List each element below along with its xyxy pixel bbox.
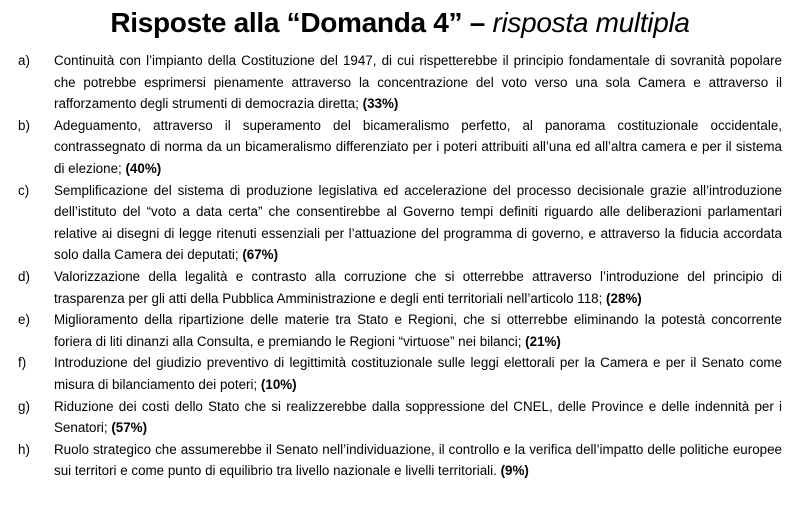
answer-item-f — [18, 352, 782, 395]
answer-item-b — [18, 115, 782, 180]
answer-text — [54, 50, 782, 115]
answer-body: Semplificazione del sistema di produzione legislativa ed accelerazione del processo decisionale grazie all’introduzione dell’istituto del “voto a data certa” che consentirebbe al Governo tempi definiti riguardo alle deliberazioni parlamentari relative ai disegni di legge ritenuti essenziali per l’attuazione del programma di governo, e attraverso la fiducia accordata solo dalla Camera dei deputati; — [54, 182, 782, 263]
answer-item-a — [18, 50, 782, 115]
answer-text — [54, 396, 782, 439]
answer-body: Riduzione dei costi dello Stato che si realizzerebbe dalla soppressione del CNEL, delle Province e delle indennità per i Senatori; — [54, 398, 782, 436]
answer-letter: a) — [18, 53, 30, 68]
answer-letter: b) — [18, 117, 30, 133]
answer-text — [54, 115, 782, 180]
page-title — [18, 4, 782, 42]
answer-percent: (33%) — [362, 96, 399, 112]
answer-letter: g) — [18, 398, 30, 414]
answer-text — [54, 266, 782, 309]
answer-percent: (21%) — [525, 333, 561, 349]
answer-text — [54, 352, 782, 395]
answer-letter: e) — [18, 312, 30, 328]
answer-text — [54, 309, 782, 352]
answer-letter: h) — [18, 441, 30, 457]
answer-percent: (28%) — [606, 290, 642, 306]
answer-percent: (67%) — [242, 247, 279, 263]
answer-percent: (10%) — [260, 376, 297, 392]
answer-body: Ruolo strategico che assumerebbe il Senato nell’individuazione, il controllo e la verifica dell’impatto delle politiche europee sui territori e come punto di equilibrio tra livello nazionale e livelli territoriali. — [54, 441, 782, 479]
answer-text — [54, 180, 782, 266]
answer-text — [54, 439, 782, 482]
answer-item-e — [18, 309, 782, 352]
title-dash: – — [462, 7, 493, 38]
answer-body: Valorizzazione della legalità e contrasto alla corruzione che si otterrebbe attraverso l’introduzione del principio di trasparenza per gli atti della Pubblica Amministrazione e degli enti territoriali nell’articolo 118; — [54, 268, 782, 306]
answer-item-h — [18, 439, 782, 482]
answer-letter: c) — [18, 182, 30, 198]
answer-letter: f) — [18, 355, 27, 371]
answer-body: Adeguamento, attraverso il superamento del bicameralismo perfetto, al panorama costituzionale occidentale, contrassegnato di norma da un bicameralismo differenziato per i poteri attribuiti all’una ed all’altra camera e per il sistema di elezione; — [54, 117, 782, 176]
answer-letter: d) — [18, 268, 30, 284]
answer-body: Introduzione del giudizio preventivo di legittimità costituzionale sulle leggi elettorali per la Camera e per il Senato come misura di bilanciamento dei poteri; — [54, 355, 782, 392]
answer-item-d — [18, 266, 782, 309]
title-italic: risposta multipla — [492, 7, 690, 38]
answer-percent: (9%) — [500, 463, 529, 479]
title-main: Risposte alla “Domanda 4” — [110, 7, 463, 38]
answer-percent: (40%) — [125, 160, 162, 176]
answer-item-c — [18, 180, 782, 266]
answer-body: Continuità con l’impianto della Costituzione del 1947, di cui rispetterebbe il principio fondamentale di sovranità popolare che potrebbe esprimersi pienamente attraverso la concentrazione del voto verso una sola Camera e attraverso il rafforzamento degli strumenti di democrazia diretta; — [54, 53, 782, 112]
answer-item-g — [18, 396, 782, 439]
answers-list — [18, 50, 782, 482]
answer-percent: (57%) — [111, 420, 148, 436]
answer-body: Miglioramento della ripartizione delle materie tra Stato e Regioni, che si otterrebbe eliminando la potestà concorrente foriera di liti dinanzi alla Consulta, e premiando le Regioni “virtuose” nei bilanci; — [54, 312, 782, 349]
